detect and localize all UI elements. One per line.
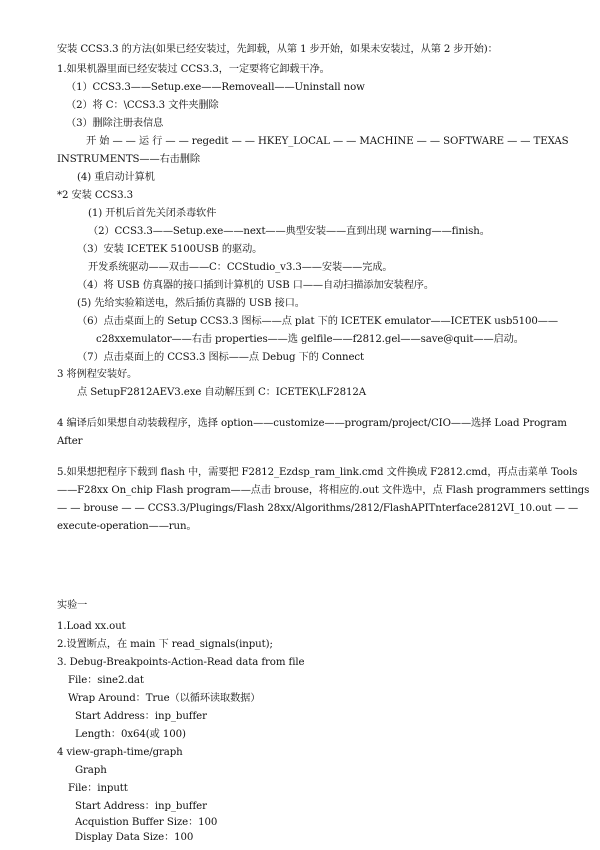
experiment-start-address2: Start Address：inp_buffer [75,801,207,812]
experiment-item3: 3. Debug-Breakpoints-Action-Read data from file [57,657,305,668]
experiment-wrap: Wrap Around：True（以循环读取数据） [68,693,261,704]
step1-sub1: （1）CCS3.3——Setup.exe——Removeall——Uninstall now [66,82,365,93]
intro-text: 安装 CCS3.3 的方法(如果已经安装过，先卸载，从第 1 步开始，如果未安装过，从第 2 步开始)： [57,44,498,55]
step5-line1: 5.如果想把程序下载到 flash 中，需要把 F2812_Ezdsp_ram_link.cmd 文件换成 F2812.cmd，再点击菜单 Tools [57,467,578,478]
experiment-title: 实验一 [57,600,88,611]
experiment-item2: 2.设置断点，在 main 下 read_signals(input); [57,639,273,650]
step2-sub5: (5) 先给实验箱送电，然后插仿真器的 USB 接口。 [77,298,305,309]
step2-title: *2 安装 CCS3.3 [57,190,133,201]
step1-sub3: （3）删除注册表信息 [66,118,164,129]
step1-sub4: (4) 重启动计算机 [77,172,155,183]
experiment-display-size: Display Data Size：100 [75,832,194,843]
step1-sub2: （2）将 C：\CCS3.3 文件夹删除 [66,100,219,111]
step2-sub3-detail: 开发系统驱动——双击——C：CCStudio_v3.3——安装——完成。 [88,262,393,273]
experiment-graph: Graph [75,765,107,776]
step2-sub6-line2: c28xxemulator——右击 properties——选 gelfile——f2812.gel——save@quit——启动。 [96,334,524,345]
step2-sub4: （4）将 USB 仿真器的接口插到计算机的 USB 口——自动扫描添加安装程序。 [77,280,434,291]
experiment-file2: File：inputt [68,783,128,794]
step1-title: 1.如果机器里面已经安装过 CCS3.3，一定要将它卸载干净。 [57,64,330,75]
step3-detail: 点 SetupF2812AEV3.exe 自动解压到 C：ICETEK\LF2812A [77,387,367,398]
step2-sub1: (1) 开机后首先关闭杀毒软件 [88,208,217,219]
registry-path-line1: 开 始 — — 运 行 — — regedit — — HKEY_LOCAL — — MACHINE — — SOFTWARE — — TEXAS [86,136,569,147]
step5-line3: — — brouse — — CCS3.3/Plugings/Flash 28xx/Algorithms/2812/FlashAPITnterface2812VI_10.out — — [57,503,579,514]
step4-line1: 4 编译后如果想自动装载程序，选择 option——customize——program/project/CIO——选择 Load Program [57,418,567,429]
registry-path-line2: INSTRUMENTS——右击删除 [57,154,200,165]
step4-line2: After [57,436,83,447]
experiment-file: File：sine2.dat [68,675,144,686]
step5-line4: execute-operation——run。 [57,521,197,532]
step3-title: 3 将例程安装好。 [57,369,138,380]
step5-line2: ——F28xx On_chip Flash program——点击 brouse，将相应的.out 文件选中，点 Flash programmers settings [57,485,590,496]
experiment-item1: 1.Load xx.out [57,621,126,632]
step2-sub3: （3）安装 ICETEK 5100USB 的驱动。 [77,244,263,255]
experiment-acq-size: Acquistion Buffer Size：100 [75,817,218,828]
step2-sub2: （2）CCS3.3——Setup.exe——next——典型安装——直到出现 warning——finish。 [88,226,490,237]
experiment-start-address: Start Address：inp_buffer [75,711,207,722]
experiment-length: Length：0x64(或 100) [75,729,186,740]
experiment-item4: 4 view-graph-time/graph [57,747,183,758]
step2-sub6-line1: （6）点击桌面上的 Setup CCS3.3 图标——点 plat 下的 ICETEK emulator——ICETEK usb5100—— [77,316,558,327]
step2-sub7: （7）点击桌面上的 CCS3.3 图标——点 Debug 下的 Connect [77,352,365,363]
